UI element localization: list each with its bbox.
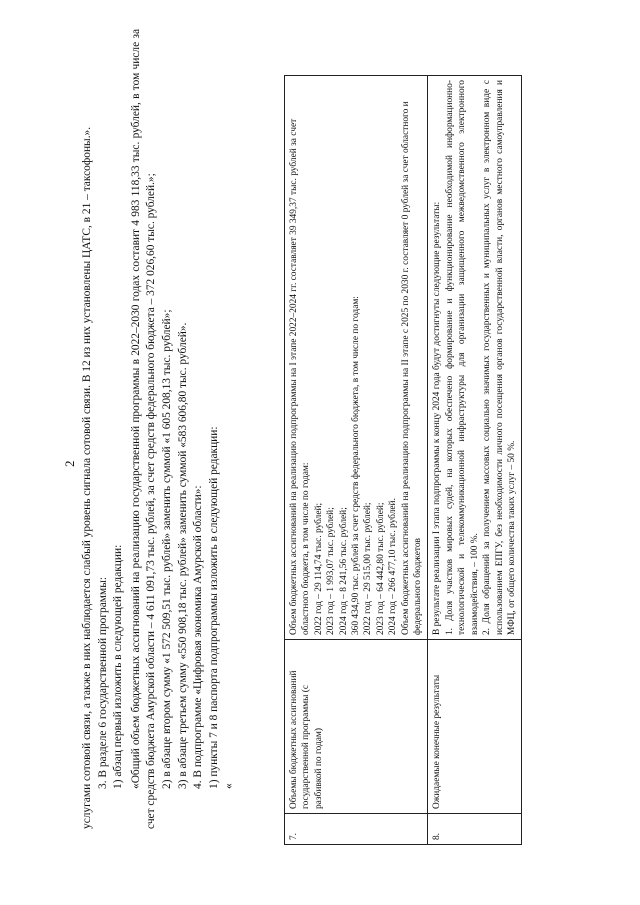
paragraph-item3: 3) в абзаце третьем сумму «550 908,18 тыс. рублей» заменить суммой «583 606,80 тыс. рублей». bbox=[176, 322, 189, 789]
paragraph-item2: 2) в абзаце втором сумму «1 572 509,51 тыс. рублей» заменить суммой «1 605 208,13 тыс. рублей»; bbox=[160, 309, 173, 789]
row-name: Объемы бюджетных ассигнований государственной программы (с разбивкой по годам) bbox=[285, 640, 428, 814]
content-line: В результате реализации I этапа подпрограммы к концу 2024 года будут достигнуты следующие результаты: bbox=[432, 201, 443, 635]
paragraph-section6-heading: 3. В разделе 6 государственной программы: bbox=[96, 576, 109, 789]
paragraph-cellular: услугами сотовой связи, а также в них наблюдается слабый уровень сигнала сотовой связи. В 12 из них установлены ЦАТС, в 21 – таксофоны.». bbox=[81, 126, 93, 829]
page-number: 2 bbox=[62, 460, 77, 467]
paragraph-total-volume: «Общий объем бюджетных ассигнований на реализацию государственной программы в 2022–2030 годах составит 4 983 118,33 тыс. рублей, в том числе за счет средств бюджета Амурской области – 4 611 091,73 тыс. рублей, за счет средств федерального бюджета – 372 026,60 тыс. рублей.»; bbox=[129, 29, 158, 829]
content-line: 2024 год – 8 241,56 тыс. рублей; bbox=[338, 507, 349, 635]
content-line: 2022 год – 29 114,74 тыс. рублей; bbox=[313, 502, 324, 635]
row-content bbox=[285, 76, 428, 640]
content-line: 1. Доля участков мировых судей, на которых обеспечено формирование и функционирование необходимой информационно-технологической и телекоммуникационной инфраструктуры для организации защищенного межведомственного электронного взаимодействия, – 100 %. bbox=[444, 80, 480, 635]
body-text bbox=[80, 29, 238, 829]
opening-quote: « bbox=[223, 783, 236, 789]
content-line: Объем бюджетных ассигнований на реализацию подпрограммы на II этапе с 2025 по 2030 г. составляет 0 рублей за счет областного и федерального бюджетов bbox=[400, 101, 424, 635]
content-line: 2024 год – 266 477,10 тыс. рублей. bbox=[388, 498, 399, 635]
content-line: 2. Доля обращений за получением массовых социально значимых государственных и муниципальных услуг в электронном виде с использованием ЕПГУ, без необходимости личного посещения органов государственной власти, органов местного самоуправления и МФЦ, от общего количества таких услуг – 50 %. bbox=[482, 80, 517, 635]
row-content bbox=[428, 76, 522, 640]
paragraph-item1: 1) абзац первый изложить в следующей редакции: bbox=[112, 544, 125, 789]
content-line: 2023 год – 64 442,80 тыс. рублей; bbox=[375, 502, 386, 635]
passport-table bbox=[284, 75, 522, 845]
paragraph-points-7-8: 1) пункты 7 и 8 паспорта подпрограммы изложить в следующей редакции: bbox=[207, 426, 220, 789]
row-name: Ожидаемые конечные результаты bbox=[428, 640, 522, 814]
paragraph-subprogram-heading: 4. В подпрограмме «Цифровая экономика Амурской области»: bbox=[192, 485, 205, 789]
row-number: 7. bbox=[285, 814, 428, 845]
table-row bbox=[285, 76, 428, 845]
content-line: 2023 год – 1 993,07 тыс. рублей; bbox=[326, 507, 337, 635]
table-row bbox=[428, 76, 522, 845]
content-line: 360 434,90 тыс. рублей за счет средств федерального бюджета, в том числе по годам: bbox=[351, 296, 362, 635]
content-line: 2022 год – 29 515,00 тыс. рублей; bbox=[363, 502, 374, 635]
content-line: Объем бюджетных ассигнований на реализацию подпрограммы на I этапе 2022–2024 гг. составляет 39 349,37 тыс. рублей за счет областного бюджета, в том числе по годам: bbox=[289, 118, 312, 635]
row-number: 8. bbox=[428, 814, 522, 845]
